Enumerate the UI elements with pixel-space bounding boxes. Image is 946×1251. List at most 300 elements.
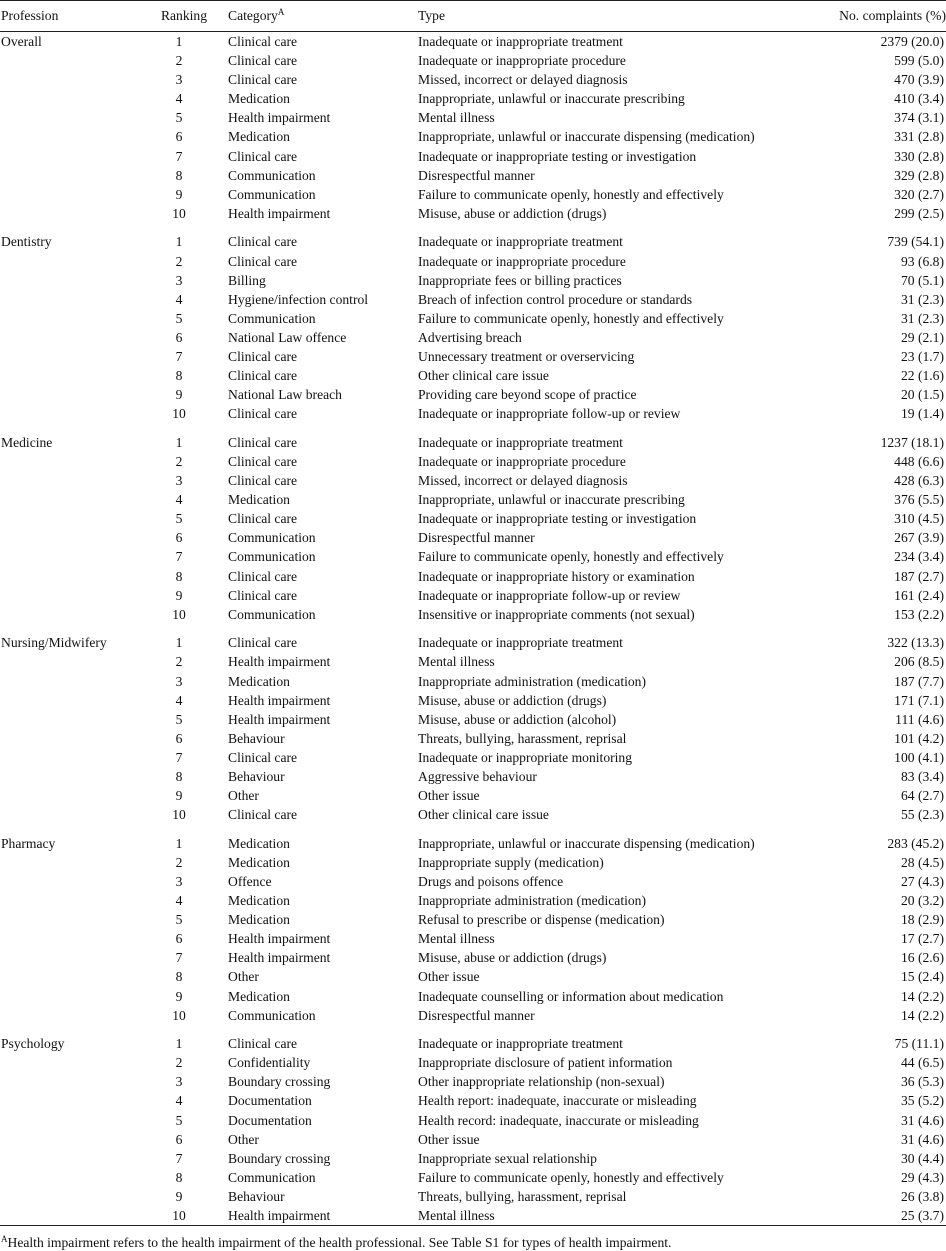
table-row <box>0 1168 946 1187</box>
cell-category: Behaviour <box>228 730 285 746</box>
cell-type: Mental illness <box>418 110 495 126</box>
cell-ranking: 8 <box>175 568 183 584</box>
cell-category: Medication <box>228 91 290 107</box>
cell-profession <box>0 691 140 710</box>
cell-profession <box>0 672 140 691</box>
cell-type: Health report: inadequate, inaccurate or misleading <box>418 1093 697 1109</box>
group-spacer-cell <box>0 824 946 834</box>
cell-category: Clinical care <box>228 349 298 364</box>
cell-complaints: 55 (2.3) <box>900 807 944 823</box>
cell-ranking: 9 <box>175 1188 183 1204</box>
cell-type: Inappropriate supply (medication) <box>418 854 604 870</box>
cell-category: Medication <box>228 492 290 508</box>
cell-ranking: 2 <box>175 453 183 469</box>
cell-type: Inadequate or inappropriate follow-up or review <box>418 587 681 603</box>
cell-ranking: 5 <box>175 310 183 326</box>
cell-complaints: 17 (2.7) <box>900 931 944 947</box>
cell-profession <box>0 528 140 547</box>
cell-profession <box>0 987 140 1006</box>
table-row <box>0 127 946 146</box>
cell-profession <box>0 1168 140 1187</box>
cell-profession <box>0 166 140 185</box>
cell-category: National Law breach <box>228 387 342 403</box>
cell-type: Other issue <box>418 969 480 985</box>
table-row <box>0 710 946 729</box>
cell-category: Clinical care <box>228 807 298 823</box>
group-spacer <box>0 223 946 233</box>
header-category <box>228 1 418 32</box>
cell-type: Mental illness <box>418 654 495 670</box>
cell-complaints: 31 (4.6) <box>900 1112 944 1128</box>
cell-type: Inappropriate, unlawful or inaccurate prescribing <box>418 492 685 508</box>
cell-profession <box>0 366 140 385</box>
table-row <box>0 748 946 767</box>
table-row <box>0 70 946 89</box>
cell-category: Health impairment <box>228 931 331 947</box>
table-row <box>0 652 946 671</box>
cell-profession <box>0 1072 140 1091</box>
table-row <box>0 1149 946 1168</box>
cell-type: Aggressive behaviour <box>418 768 537 784</box>
table-row <box>0 471 946 490</box>
cell-profession <box>0 452 140 471</box>
cell-ranking: 7 <box>175 749 183 765</box>
cell-complaints: 470 (3.9) <box>894 72 944 88</box>
cell-category: Health impairment <box>228 950 331 966</box>
cell-category: Behaviour <box>228 1188 285 1204</box>
cell-complaints: 100 (4.1) <box>894 749 944 765</box>
cell-ranking: 8 <box>175 368 183 384</box>
cell-ranking: 1 <box>175 34 183 49</box>
cell-category: Clinical care <box>228 511 298 527</box>
cell-complaints: 329 (2.8) <box>894 167 944 183</box>
cell-ranking: 3 <box>175 72 183 88</box>
cell-category: Clinical care <box>228 473 298 489</box>
header-category-label: Category <box>228 8 278 23</box>
header-ranking: Ranking <box>140 1 228 32</box>
cell-type: Unnecessary treatment or overservicing <box>418 349 635 364</box>
table-row <box>0 385 946 404</box>
cell-complaints: 234 (3.4) <box>894 549 944 565</box>
cell-category: Health impairment <box>228 692 331 708</box>
cell-type: Disrespectful manner <box>418 167 535 183</box>
table-header <box>0 1 946 32</box>
cell-category: Clinical care <box>228 453 298 469</box>
cell-profession <box>0 385 140 404</box>
cell-type: Inappropriate sexual relationship <box>418 1150 597 1166</box>
cell-ranking: 6 <box>175 329 183 345</box>
cell-profession <box>0 147 140 166</box>
cell-complaints: 20 (1.5) <box>900 387 944 403</box>
cell-ranking: 4 <box>175 91 183 107</box>
cell-category: Behaviour <box>228 768 285 784</box>
cell-type: Inadequate counselling or information about medication <box>418 988 724 1004</box>
table-row <box>0 404 946 423</box>
table-row <box>0 1130 946 1149</box>
cell-profession: Psychology <box>1 1036 65 1052</box>
cell-type: Other issue <box>418 788 480 804</box>
cell-ranking: 3 <box>175 673 183 689</box>
cell-profession <box>0 605 140 624</box>
cell-profession <box>0 51 140 70</box>
cell-ranking: 1 <box>175 1036 183 1052</box>
cell-type: Disrespectful manner <box>418 1007 535 1023</box>
cell-complaints: 448 (6.6) <box>894 453 944 469</box>
cell-complaints: 310 (4.5) <box>894 511 944 527</box>
table-row <box>0 948 946 967</box>
cell-type: Misuse, abuse or addiction (drugs) <box>418 692 607 708</box>
cell-ranking: 9 <box>175 186 183 202</box>
cell-type: Inadequate or inappropriate procedure <box>418 53 626 69</box>
cell-category: Other <box>228 788 259 804</box>
cell-category: Medication <box>228 835 290 851</box>
group-spacer-cell <box>0 624 946 634</box>
cell-complaints: 64 (2.7) <box>900 788 944 804</box>
cell-profession <box>0 586 140 605</box>
cell-profession <box>0 509 140 528</box>
table-row <box>0 1206 946 1226</box>
cell-profession <box>0 490 140 509</box>
cell-category: Clinical care <box>228 568 298 584</box>
cell-ranking: 3 <box>175 1074 183 1090</box>
cell-complaints: 36 (5.3) <box>900 1074 944 1090</box>
cell-complaints: 283 (45.2) <box>887 835 944 851</box>
cell-type: Inappropriate, unlawful or inaccurate dispensing (medication) <box>418 835 755 851</box>
cell-type: Disrespectful manner <box>418 530 535 546</box>
cell-profession: Overall <box>1 34 42 49</box>
cell-type: Advertising breach <box>418 329 522 345</box>
cell-type: Inappropriate, unlawful or inaccurate prescribing <box>418 91 685 107</box>
cell-category: National Law offence <box>228 329 347 345</box>
cell-complaints: 83 (3.4) <box>900 768 944 784</box>
table-row <box>0 853 946 872</box>
cell-category: Clinical care <box>228 72 298 88</box>
table-row <box>0 547 946 566</box>
cell-complaints: 299 (2.5) <box>894 205 944 221</box>
table-row <box>0 1072 946 1091</box>
group-spacer <box>0 824 946 834</box>
cell-category: Medication <box>228 854 290 870</box>
cell-ranking: 2 <box>175 854 183 870</box>
footnote-text: Health impairment refers to the health impairment of the health professional. See Table S1 for types of health impairment. <box>7 1235 672 1251</box>
cell-complaints: 75 (11.1) <box>894 1036 944 1052</box>
cell-ranking: 9 <box>175 587 183 603</box>
cell-ranking: 7 <box>175 349 183 364</box>
cell-ranking: 10 <box>172 606 186 622</box>
table-row <box>0 51 946 70</box>
cell-type: Failure to communicate openly, honestly and effectively <box>418 310 724 326</box>
cell-type: Other clinical care issue <box>418 368 549 384</box>
cell-category: Clinical care <box>228 53 298 69</box>
table-row <box>0 987 946 1006</box>
cell-complaints: 35 (5.2) <box>900 1093 944 1109</box>
cell-ranking: 4 <box>175 492 183 508</box>
cell-complaints: 187 (7.7) <box>894 673 944 689</box>
cell-complaints: 18 (2.9) <box>900 912 944 928</box>
cell-ranking: 10 <box>172 406 186 422</box>
cell-complaints: 111 (4.6) <box>895 711 944 727</box>
cell-complaints: 29 (4.3) <box>900 1169 944 1185</box>
cell-profession <box>0 347 140 366</box>
cell-ranking: 9 <box>175 788 183 804</box>
cell-ranking: 4 <box>175 893 183 909</box>
group-spacer <box>0 624 946 634</box>
cell-profession <box>0 547 140 566</box>
cell-category: Offence <box>228 873 272 889</box>
cell-complaints: 153 (2.2) <box>894 606 944 622</box>
cell-type: Inadequate or inappropriate treatment <box>418 34 623 49</box>
table-row <box>0 166 946 185</box>
cell-profession <box>0 748 140 767</box>
cell-ranking: 8 <box>175 167 183 183</box>
table-row <box>0 605 946 624</box>
table-row <box>0 509 946 528</box>
cell-ranking: 10 <box>172 205 186 221</box>
cell-type: Missed, incorrect or delayed diagnosis <box>418 473 628 489</box>
cell-category: Clinical care <box>228 34 298 49</box>
cell-profession <box>0 1130 140 1149</box>
cell-complaints: 26 (3.8) <box>900 1188 944 1204</box>
cell-type: Refusal to prescribe or dispense (medication) <box>418 912 665 928</box>
cell-complaints: 161 (2.4) <box>894 587 944 603</box>
cell-type: Insensitive or inappropriate comments (not sexual) <box>418 606 695 622</box>
cell-profession <box>0 1111 140 1130</box>
cell-category: Health impairment <box>228 205 331 221</box>
cell-category: Medication <box>228 893 290 909</box>
cell-profession <box>0 70 140 89</box>
cell-profession <box>0 1006 140 1025</box>
cell-complaints: 31 (2.3) <box>900 291 944 307</box>
header-profession: Profession <box>0 1 140 32</box>
cell-ranking: 1 <box>175 835 183 851</box>
cell-category: Medication <box>228 129 290 145</box>
cell-profession <box>0 652 140 671</box>
cell-type: Inadequate or inappropriate follow-up or review <box>418 406 681 422</box>
cell-profession <box>0 872 140 891</box>
cell-category: Boundary crossing <box>228 1150 331 1166</box>
table-row <box>0 204 946 223</box>
cell-profession <box>0 204 140 223</box>
cell-category: Documentation <box>228 1093 312 1109</box>
cell-ranking: 6 <box>175 530 183 546</box>
cell-category: Clinical care <box>228 234 298 250</box>
cell-type: Failure to communicate openly, honestly and effectively <box>418 1169 724 1185</box>
cell-complaints: 428 (6.3) <box>894 473 944 489</box>
table-footnote <box>0 1235 946 1251</box>
cell-ranking: 2 <box>175 654 183 670</box>
cell-type: Threats, bullying, harassment, reprisal <box>418 730 627 746</box>
cell-category: Clinical care <box>228 368 298 384</box>
group-spacer-cell <box>0 423 946 433</box>
table-row <box>0 309 946 328</box>
cell-ranking: 7 <box>175 148 183 164</box>
table-row <box>0 32 946 52</box>
cell-complaints: 93 (6.8) <box>900 253 944 269</box>
cell-profession <box>0 1206 140 1226</box>
table-row <box>0 786 946 805</box>
cell-category: Clinical care <box>228 406 298 422</box>
table-row <box>0 366 946 385</box>
cell-complaints: 739 (54.1) <box>887 234 944 250</box>
cell-category: Health impairment <box>228 1206 418 1226</box>
table-row <box>0 433 946 452</box>
cell-ranking: 2 <box>175 1055 183 1071</box>
table-row <box>0 872 946 891</box>
cell-category: Clinical care <box>228 749 298 765</box>
cell-profession <box>0 853 140 872</box>
cell-type: Mental illness <box>418 1206 808 1226</box>
table-row <box>0 729 946 748</box>
cell-complaints: 20 (3.2) <box>900 893 944 909</box>
cell-profession: Pharmacy <box>1 835 56 851</box>
cell-profession: Dentistry <box>1 234 52 250</box>
cell-profession <box>0 290 140 309</box>
cell-type: Other issue <box>418 1131 480 1147</box>
cell-ranking: 6 <box>175 730 183 746</box>
cell-complaints: 25 (3.7) <box>808 1206 946 1226</box>
cell-profession <box>0 805 140 824</box>
table-row <box>0 1111 946 1130</box>
table-row <box>0 586 946 605</box>
table-row <box>0 691 946 710</box>
cell-complaints: 23 (1.7) <box>900 349 944 364</box>
cell-ranking: 5 <box>175 1112 183 1128</box>
cell-ranking: 2 <box>175 53 183 69</box>
group-spacer <box>0 1025 946 1035</box>
cell-profession: Medicine <box>1 434 53 450</box>
cell-complaints: 14 (2.2) <box>900 988 944 1004</box>
cell-type: Inappropriate disclosure of patient information <box>418 1055 673 1071</box>
cell-category: Communication <box>228 530 316 546</box>
cell-profession <box>0 910 140 929</box>
cell-complaints: 30 (4.4) <box>900 1150 944 1166</box>
cell-category: Communication <box>228 1007 316 1023</box>
cell-complaints: 28 (4.5) <box>900 854 944 870</box>
cell-category: Hygiene/infection control <box>228 291 369 307</box>
cell-complaints: 101 (4.2) <box>894 730 944 746</box>
cell-profession <box>0 309 140 328</box>
cell-complaints: 2379 (20.0) <box>880 34 944 49</box>
cell-category: Communication <box>228 606 316 622</box>
cell-profession <box>0 127 140 146</box>
cell-ranking: 8 <box>175 1169 183 1185</box>
cell-ranking: 4 <box>175 291 183 307</box>
cell-complaints: 267 (3.9) <box>894 530 944 546</box>
cell-category: Health impairment <box>228 711 331 727</box>
cell-profession <box>0 729 140 748</box>
cell-profession <box>0 1149 140 1168</box>
cell-complaints: 376 (5.5) <box>894 492 944 508</box>
header-category-footnote-marker: A <box>277 7 285 17</box>
cell-complaints: 27 (4.3) <box>900 873 944 889</box>
table-row <box>0 89 946 108</box>
cell-category: Other <box>228 969 259 985</box>
cell-type: Failure to communicate openly, honestly and effectively <box>418 549 724 565</box>
cell-complaints: 29 (2.1) <box>900 329 944 345</box>
cell-profession <box>0 767 140 786</box>
cell-profession <box>0 89 140 108</box>
cell-complaints: 70 (5.1) <box>900 272 944 288</box>
cell-complaints: 31 (4.6) <box>900 1131 944 1147</box>
cell-type: Inadequate or inappropriate testing or investigation <box>418 511 697 527</box>
cell-ranking: 6 <box>175 931 183 947</box>
table-row <box>0 834 946 853</box>
cell-complaints: 14 (2.2) <box>900 1007 944 1023</box>
cell-complaints: 15 (2.4) <box>900 969 944 985</box>
cell-ranking: 4 <box>175 1093 183 1109</box>
cell-profession <box>0 967 140 986</box>
cell-type: Missed, incorrect or delayed diagnosis <box>418 72 628 88</box>
table-row <box>0 567 946 586</box>
cell-ranking: 8 <box>175 768 183 784</box>
cell-profession <box>0 328 140 347</box>
cell-complaints: 22 (1.6) <box>900 368 944 384</box>
cell-type: Inappropriate administration (medication) <box>418 673 646 689</box>
table-row <box>0 891 946 910</box>
cell-complaints: 31 (2.3) <box>900 310 944 326</box>
cell-profession <box>0 1187 140 1206</box>
cell-type: Inadequate or inappropriate treatment <box>418 434 623 450</box>
group-spacer-cell <box>0 1025 946 1035</box>
cell-type: Inadequate or inappropriate treatment <box>418 234 623 250</box>
cell-ranking: 7 <box>175 1150 183 1166</box>
cell-ranking: 3 <box>175 473 183 489</box>
cell-category: Documentation <box>228 1112 312 1128</box>
cell-complaints: 16 (2.6) <box>900 950 944 966</box>
cell-profession <box>0 252 140 271</box>
table-row <box>0 232 946 251</box>
cell-ranking: 5 <box>175 110 183 126</box>
cell-complaints: 206 (8.5) <box>894 654 944 670</box>
table-row <box>0 108 946 127</box>
cell-complaints: 330 (2.8) <box>894 148 944 164</box>
cell-category: Communication <box>228 310 316 326</box>
cell-complaints: 322 (13.3) <box>887 635 944 651</box>
table-row <box>0 1053 946 1072</box>
cell-profession <box>0 929 140 948</box>
cell-ranking: 5 <box>175 511 183 527</box>
cell-category: Clinical care <box>228 1036 298 1052</box>
table-row <box>0 929 946 948</box>
cell-category: Clinical care <box>228 253 298 269</box>
cell-profession <box>0 786 140 805</box>
cell-type: Other inappropriate relationship (non-sexual) <box>418 1074 665 1090</box>
cell-type: Inadequate or inappropriate monitoring <box>418 749 633 765</box>
cell-profession <box>0 891 140 910</box>
cell-profession: Nursing/Midwifery <box>1 635 107 651</box>
table-row <box>0 767 946 786</box>
cell-category: Clinical care <box>228 635 298 651</box>
cell-ranking: 3 <box>175 272 183 288</box>
group-spacer <box>0 423 946 433</box>
cell-type: Inadequate or inappropriate treatment <box>418 635 623 651</box>
cell-profession <box>0 710 140 729</box>
cell-type: Threats, bullying, harassment, reprisal <box>418 1188 627 1204</box>
cell-category: Communication <box>228 549 316 565</box>
cell-type: Other clinical care issue <box>418 807 549 823</box>
table-row <box>0 347 946 366</box>
cell-type: Providing care beyond scope of practice <box>418 387 637 403</box>
table-row <box>0 1034 946 1053</box>
table-row <box>0 452 946 471</box>
cell-complaints: 320 (2.7) <box>894 186 944 202</box>
cell-type: Misuse, abuse or addiction (drugs) <box>418 950 607 966</box>
table-row <box>0 805 946 824</box>
cell-type: Inadequate or inappropriate treatment <box>418 1036 623 1052</box>
cell-profession <box>0 471 140 490</box>
cell-ranking: 5 <box>175 711 183 727</box>
cell-complaints: 331 (2.8) <box>894 129 944 145</box>
